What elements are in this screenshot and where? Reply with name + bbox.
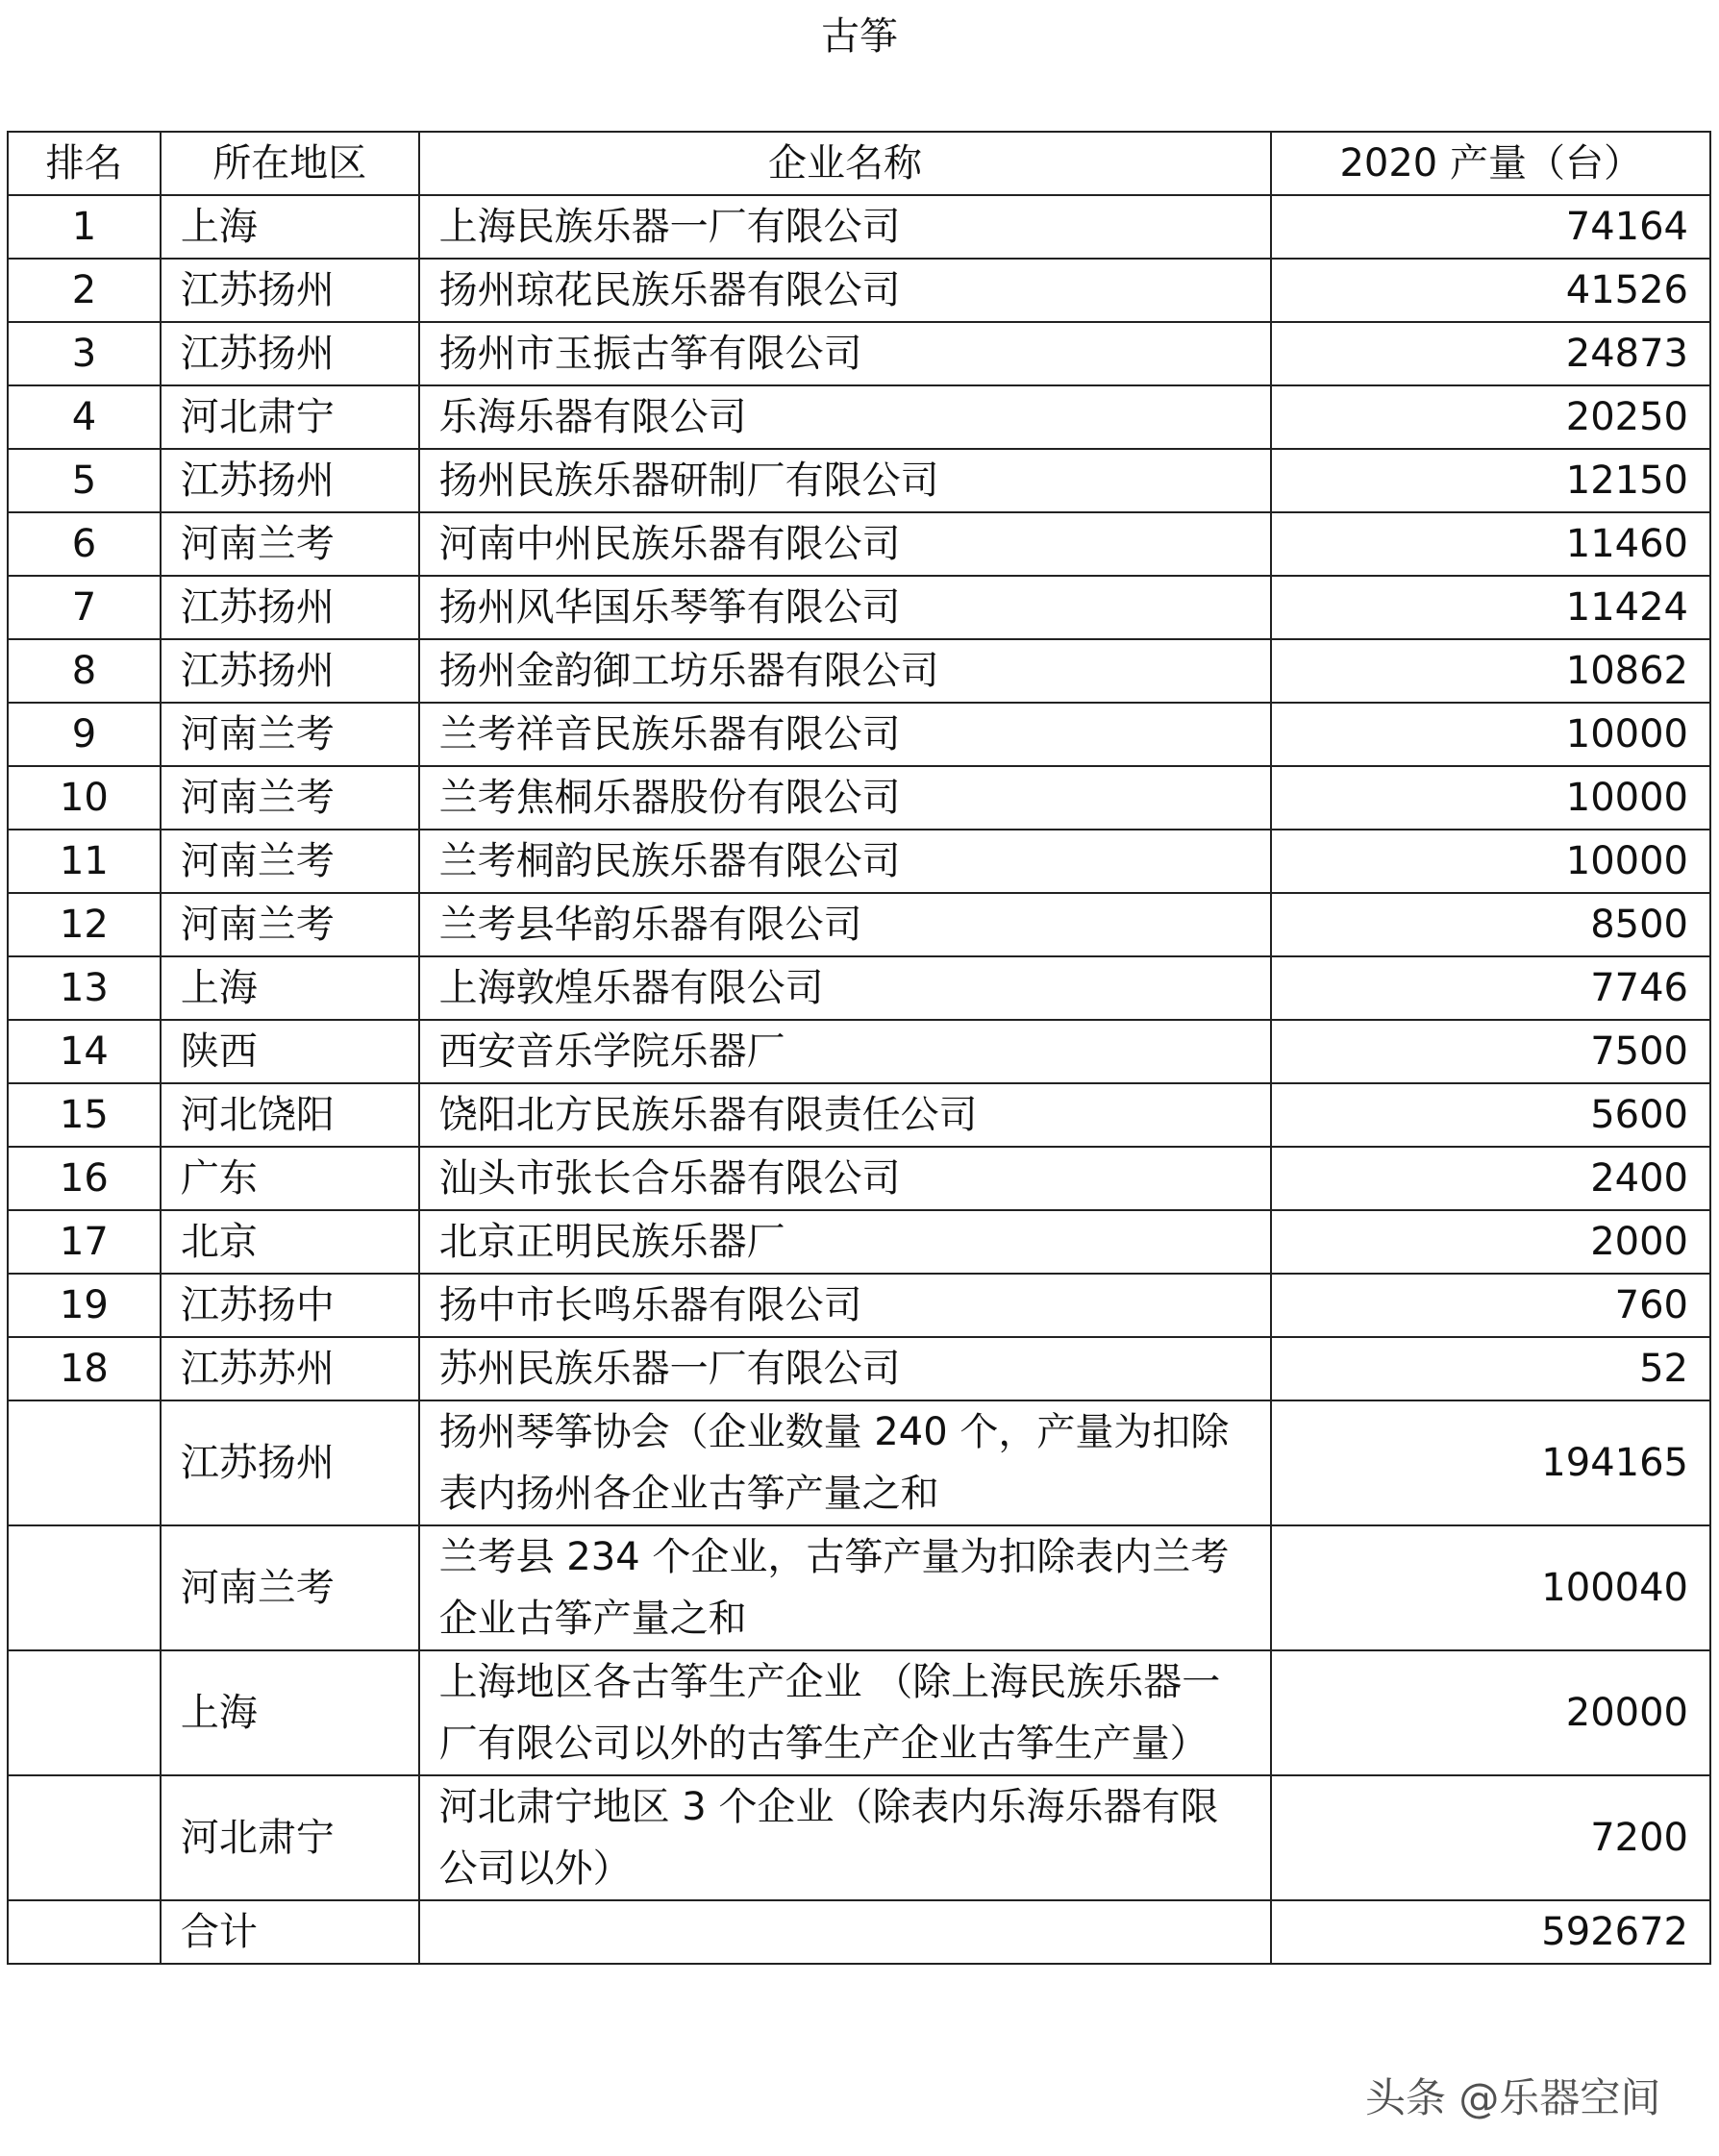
table-row: [8, 1775, 1710, 1900]
header-output: 2020 产量（台）: [1271, 132, 1710, 195]
table-row: [8, 703, 1710, 766]
company-cell: 饶阳北方民族乐器有限责任公司: [419, 1083, 1272, 1147]
rank-cell: 16: [8, 1147, 161, 1210]
table-row: [8, 1650, 1710, 1775]
table-row: [8, 1210, 1710, 1274]
output-cell: 41526: [1271, 259, 1710, 322]
company-cell: 扬州琼花民族乐器有限公司: [419, 259, 1272, 322]
region-cell: 江苏扬州: [161, 322, 419, 385]
region-cell: 河南兰考: [161, 1525, 419, 1650]
company-cell: 扬中市长鸣乐器有限公司: [419, 1274, 1272, 1337]
region-cell: 江苏扬中: [161, 1274, 419, 1337]
output-cell: 100040: [1271, 1525, 1710, 1650]
company-cell: 西安音乐学院乐器厂: [419, 1020, 1272, 1083]
rank-cell: 15: [8, 1083, 161, 1147]
company-cell: 苏州民族乐器一厂有限公司: [419, 1337, 1272, 1400]
output-cell: 24873: [1271, 322, 1710, 385]
company-cell: 上海敦煌乐器有限公司: [419, 956, 1272, 1020]
rank-cell: 19: [8, 1274, 161, 1337]
output-cell: 2000: [1271, 1210, 1710, 1274]
region-cell: 上海: [161, 195, 419, 259]
company-cell: 扬州民族乐器研制厂有限公司: [419, 449, 1272, 512]
region-cell: 北京: [161, 1210, 419, 1274]
output-cell: 5600: [1271, 1083, 1710, 1147]
rank-cell: 10: [8, 766, 161, 830]
watermark: 头条 @乐器空间: [1365, 2074, 1661, 2121]
company-cell: 兰考桐韵民族乐器有限公司: [419, 830, 1272, 893]
region-cell: 江苏扬州: [161, 576, 419, 639]
company-cell: 乐海乐器有限公司: [419, 385, 1272, 449]
company-cell: 河北肃宁地区 3 个企业（除表内乐海乐器有限公司以外）: [419, 1775, 1272, 1900]
region-cell: 上海: [161, 956, 419, 1020]
rank-cell: 17: [8, 1210, 161, 1274]
table-row: [8, 385, 1710, 449]
company-cell: 上海地区各古筝生产企业 （除上海民族乐器一厂有限公司以外的古筝生产企业古筝生产量）: [419, 1650, 1272, 1775]
output-cell: 52: [1271, 1337, 1710, 1400]
region-cell: 上海: [161, 1650, 419, 1775]
company-cell: 汕头市张长合乐器有限公司: [419, 1147, 1272, 1210]
table-row: [8, 830, 1710, 893]
region-cell: 河南兰考: [161, 830, 419, 893]
table-row: [8, 1274, 1710, 1337]
region-cell: 江苏扬州: [161, 1400, 419, 1525]
rank-cell: 2: [8, 259, 161, 322]
table-row: [8, 1337, 1710, 1400]
rank-cell: 1: [8, 195, 161, 259]
rank-cell: 4: [8, 385, 161, 449]
rank-cell: 9: [8, 703, 161, 766]
company-cell: 扬州金韵御工坊乐器有限公司: [419, 639, 1272, 703]
rank-cell: [8, 1525, 161, 1650]
rank-cell: 3: [8, 322, 161, 385]
output-cell: 11460: [1271, 512, 1710, 576]
table-row: [8, 576, 1710, 639]
rank-cell: [8, 1900, 161, 1964]
output-cell: 7200: [1271, 1775, 1710, 1900]
document-title: 古筝: [821, 14, 898, 59]
output-cell: 10862: [1271, 639, 1710, 703]
region-cell: 河南兰考: [161, 766, 419, 830]
company-cell: 扬州市玉振古筝有限公司: [419, 322, 1272, 385]
table-row: [8, 1020, 1710, 1083]
output-cell: 8500: [1271, 893, 1710, 956]
region-cell: 河北肃宁: [161, 385, 419, 449]
rank-cell: 14: [8, 1020, 161, 1083]
rank-cell: 18: [8, 1337, 161, 1400]
company-cell: 兰考县华韵乐器有限公司: [419, 893, 1272, 956]
region-cell: 河南兰考: [161, 703, 419, 766]
region-cell: 合计: [161, 1900, 419, 1964]
rank-cell: 12: [8, 893, 161, 956]
header-rank: 排名: [8, 132, 161, 195]
rank-cell: 11: [8, 830, 161, 893]
company-cell: 河南中州民族乐器有限公司: [419, 512, 1272, 576]
table-row: [8, 893, 1710, 956]
region-cell: 河北肃宁: [161, 1775, 419, 1900]
table-header-row: [8, 132, 1710, 195]
output-cell: 10000: [1271, 703, 1710, 766]
table-row: [8, 1083, 1710, 1147]
output-cell: 7746: [1271, 956, 1710, 1020]
region-cell: 江苏扬州: [161, 259, 419, 322]
output-cell: 11424: [1271, 576, 1710, 639]
company-cell: 上海民族乐器一厂有限公司: [419, 195, 1272, 259]
rank-cell: 6: [8, 512, 161, 576]
region-cell: 河南兰考: [161, 893, 419, 956]
region-cell: 河北饶阳: [161, 1083, 419, 1147]
company-cell: 扬州风华国乐琴筝有限公司: [419, 576, 1272, 639]
company-cell: 扬州琴筝协会（企业数量 240 个，产量为扣除表内扬州各企业古筝产量之和: [419, 1400, 1272, 1525]
output-cell: 20000: [1271, 1650, 1710, 1775]
region-cell: 陕西: [161, 1020, 419, 1083]
output-cell: 12150: [1271, 449, 1710, 512]
company-cell: 兰考祥音民族乐器有限公司: [419, 703, 1272, 766]
rank-cell: 13: [8, 956, 161, 1020]
rank-cell: 8: [8, 639, 161, 703]
table-row: [8, 512, 1710, 576]
rank-cell: 7: [8, 576, 161, 639]
output-cell: 592672: [1271, 1900, 1710, 1964]
table-row: [8, 1147, 1710, 1210]
output-cell: 10000: [1271, 766, 1710, 830]
rank-cell: 5: [8, 449, 161, 512]
output-cell: 194165: [1271, 1400, 1710, 1525]
header-company: 企业名称: [419, 132, 1272, 195]
company-cell: 北京正明民族乐器厂: [419, 1210, 1272, 1274]
table-row: [8, 1900, 1710, 1964]
rank-cell: [8, 1400, 161, 1525]
guzheng-production-table: [7, 131, 1711, 1965]
table-row: [8, 1525, 1710, 1650]
rank-cell: [8, 1775, 161, 1900]
region-cell: 江苏扬州: [161, 639, 419, 703]
table-row: [8, 195, 1710, 259]
region-cell: 江苏扬州: [161, 449, 419, 512]
output-cell: 74164: [1271, 195, 1710, 259]
company-cell: 兰考县 234 个企业，古筝产量为扣除表内兰考企业古筝产量之和: [419, 1525, 1272, 1650]
region-cell: 广东: [161, 1147, 419, 1210]
output-cell: 20250: [1271, 385, 1710, 449]
output-cell: 7500: [1271, 1020, 1710, 1083]
region-cell: 河南兰考: [161, 512, 419, 576]
table-row: [8, 322, 1710, 385]
output-cell: 2400: [1271, 1147, 1710, 1210]
region-cell: 江苏苏州: [161, 1337, 419, 1400]
table-row: [8, 956, 1710, 1020]
table-row: [8, 259, 1710, 322]
table-row: [8, 1400, 1710, 1525]
output-cell: 10000: [1271, 830, 1710, 893]
rank-cell: [8, 1650, 161, 1775]
table-row: [8, 639, 1710, 703]
company-cell: 兰考焦桐乐器股份有限公司: [419, 766, 1272, 830]
output-cell: 760: [1271, 1274, 1710, 1337]
table-row: [8, 449, 1710, 512]
table-row: [8, 766, 1710, 830]
company-cell: [419, 1900, 1272, 1964]
header-region: 所在地区: [161, 132, 419, 195]
